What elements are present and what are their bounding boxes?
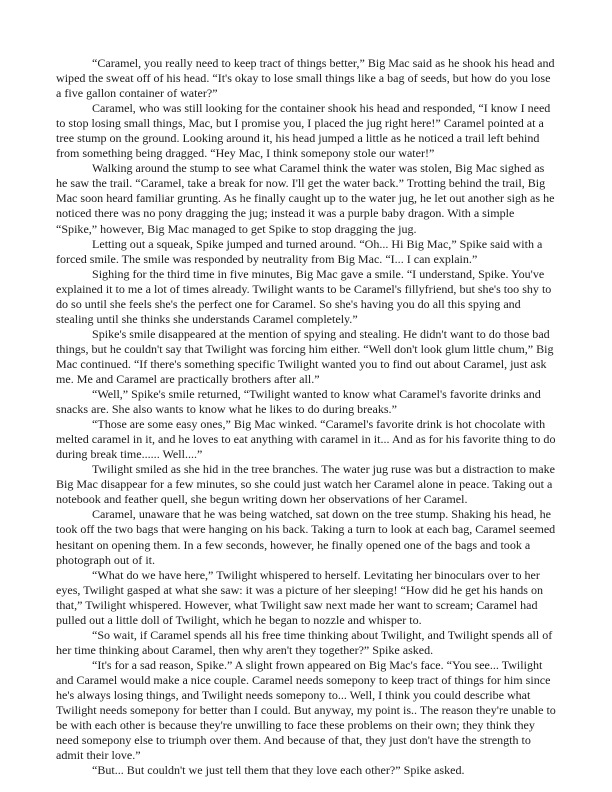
- paragraph-12: “So wait, if Caramel spends all his free time thinking about Twilight, and Twilight spends all of her time thinking about Caramel, then why aren't they together?” Spike asked.: [56, 627, 553, 657]
- paragraph-9: Twilight smiled as she hid in the tree branches. The water jug ruse was but a distraction to make Big Mac disappear for a few minutes, so she could just watch her Caramel alone in peace. Taking out a notebook and feather quell, she begun writing down her observations of her Caramel.: [56, 462, 555, 507]
- paragraph-2: Caramel, who was still looking for the container shook his head and responded, “I know I need to stop losing small things, Mac, but I promise you, I placed the jug right here!” Caramel pointed at a tree stump on the ground. Looking around it, his head jumped a little as he noticed a trail left behind from something being dragged. “Hey Mac, I think somepony stole our water!”: [56, 101, 551, 161]
- paragraph-1: “Caramel, you really need to keep tract of things better,” Big Mac said as he shook his head and wiped the sweat off of his head. “It's okay to lose small things like a bag of seeds, but how do you lose a five gallon container of water?”: [56, 56, 555, 101]
- paragraph-11: “What do we have here,” Twilight whispered to herself. Levitating her binoculars over to her eyes, Twilight gasped at what she saw: it was a picture of her sleeping! “How did he get his hands on that,” Twilight whispered. However, what Twilight saw next made her want to scream; Caramel had pulled out a little doll of Twilight, which he began to nozzle and whisper to.: [56, 567, 544, 627]
- paragraph-5: Sighing for the third time in five minutes, Big Mac gave a smile. “I understand, Spike. You've explained it to me a lot of times already. Twilight wants to be Caramel's fillyfriend, but she's too shy to do so until she feels she's the perfect one for Caramel. So she's having you do all this spying and stealing until she thinks she understands Caramel completely.”: [56, 266, 552, 326]
- document-page: [56, 56, 556, 778]
- paragraph-7: “Well,” Spike's smile returned, “Twilight wanted to know what Caramel's favorite drinks and snacks are. She also wants to know what he likes to do during breaks.”: [56, 387, 541, 417]
- paragraph-8: “Those are some easy ones,” Big Mac winked. “Caramel's favorite drink is hot chocolate with melted caramel in it, and he loves to eat anything with caramel in it... And as for his favorite thing to do during break time...... Well....”: [56, 417, 556, 462]
- paragraph-10: Caramel, unaware that he was being watched, sat down on the tree stump. Shaking his head, he took off the two bags that were hanging on his back. Taking a turn to look at each bag, Caramel seemed hesitant on opening them. In a few seconds, however, he finally opened one of the bags and took a photograph out of it.: [56, 507, 556, 567]
- paragraph-13: “It's for a sad reason, Spike.” A slight frown appeared on Big Mac's face. “You see... Twilight and Caramel would make a nice couple. Caramel needs somepony to keep tract of things for him since he's always losing things, and Twilight needs somepony to... Well, I think you could describe what Twilight needs somepony for better than I could. But anyway, my point is.. The reason they're unable to be with each other is because they're unwilling to face these problems on their own; they think they need somepony else to triumph over them. And because of that, they just don't have the strength to admit their love.”: [56, 657, 556, 763]
- paragraph-14: “But... But couldn't we just tell them that they love each other?” Spike asked.: [92, 763, 465, 778]
- paragraph-4: Letting out a squeak, Spike jumped and turned around. “Oh... Hi Big Mac,” Spike said with a forced smile. The smile was responded by neutrality from Big Mac. “I... I can explain.”: [56, 236, 543, 266]
- paragraph-6: Spike's smile disappeared at the mention of spying and stealing. He didn't want to do those bad things, but he couldn't say that Twilight was forcing him either. “Well don't look glum little chum,” Big Mac continued. “If there's something specific Twilight wanted you to find out about Caramel, just ask me. Me and Caramel are practically brothers after all.”: [56, 326, 554, 386]
- paragraph-3: Walking around the stump to see what Caramel think the water was stolen, Big Mac sighed as he saw the trail. “Caramel, take a break for now. I'll get the water back.” Trotting behind the trail, Big Mac soon heard familiar grunting. As he finally caught up to the water jug, he let out another sigh as he noticed there was no pony dragging the jug; instead it was a purple baby dragon. With a simple “Spike,” however, Big Mac managed to get Spike to stop dragging the jug.: [56, 161, 555, 236]
